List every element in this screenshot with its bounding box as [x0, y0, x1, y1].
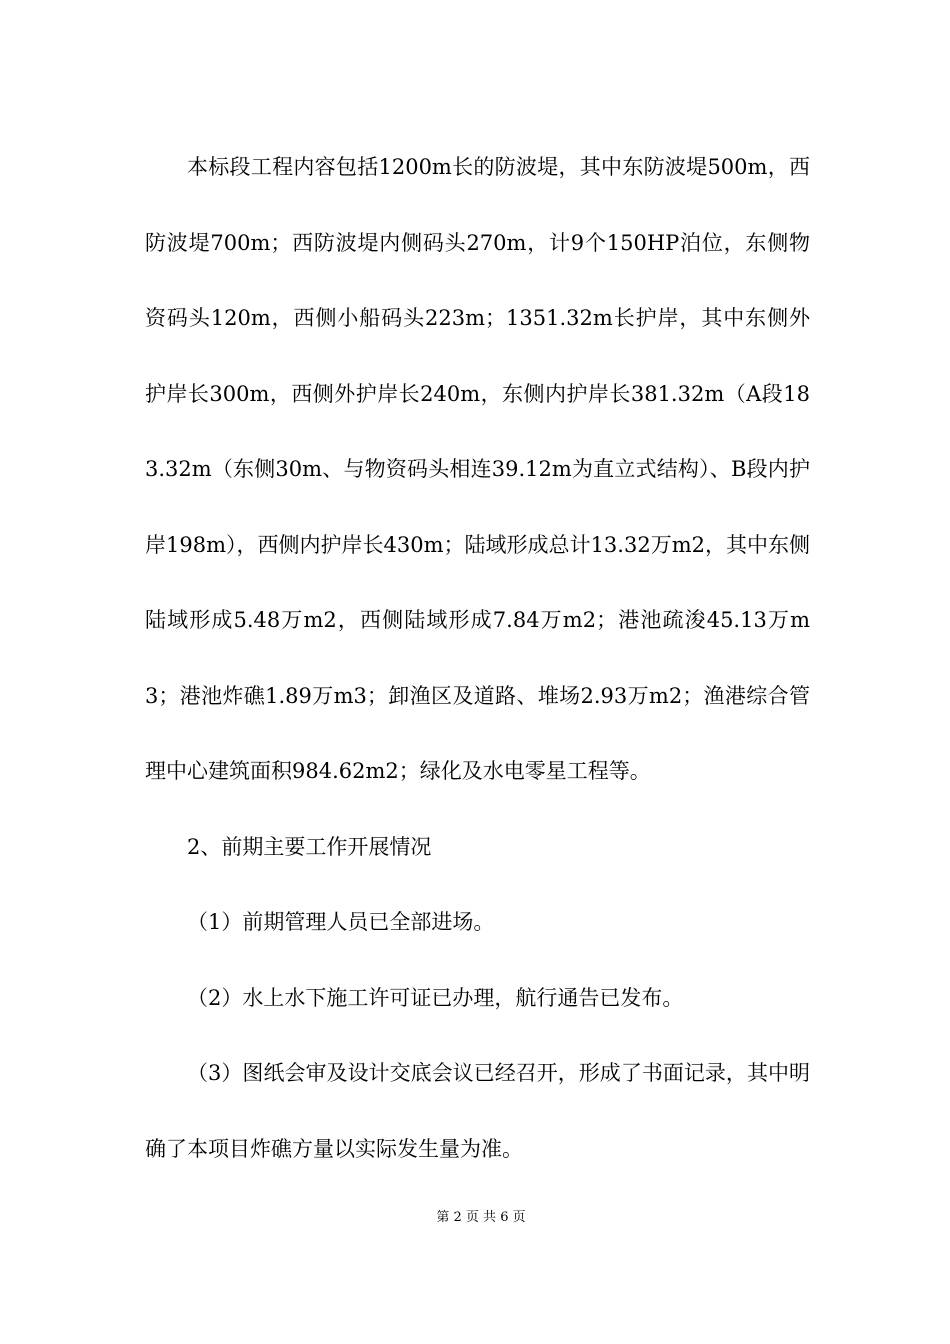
page-number-footer: 第 2 页 共 6 页	[436, 1210, 526, 1225]
paragraph-project-scope: 本标段工程内容包括1200m长的防波堤，其中东防波堤500m，西防波堤700m；西防波堤内侧码头270m，计9个150HP泊位，东侧物资码头120m，西侧小船码头223m；1351.32m长护岸，其中东侧外护岸长300m，西侧外护岸长240m，东侧内护岸长381.32m（A段183.32m（东侧30m、与物资码头相连39.12m为直立式结构）、B段内护岸198m），西侧内护岸长430m；陆域形成总计13.32万m2，其中东侧陆域形成5.48万m2，西侧陆域形成7.84万m2；港池疏浚45.13万m3；港池炸礁1.89万m3；卸渔区及道路、堆场2.93万m2；渔港综合管理中心建筑面积984.62m2；绿化及水电零星工程等。	[145, 155, 810, 783]
document-body	[145, 130, 810, 1187]
list-item-staff-on-site: （1）前期管理人员已全部进场。	[187, 910, 495, 934]
list-item-design-review: （3）图纸会审及设计交底会议已经召开，形成了书面记录，其中明确了本项目炸礁方量以实际发生量为准。	[145, 1061, 810, 1161]
section-heading-preliminary-work: 2、前期主要工作开展情况	[187, 834, 432, 859]
list-item-construction-permit: （2）水上水下施工许可证已办理，航行通告已发布。	[187, 985, 684, 1010]
